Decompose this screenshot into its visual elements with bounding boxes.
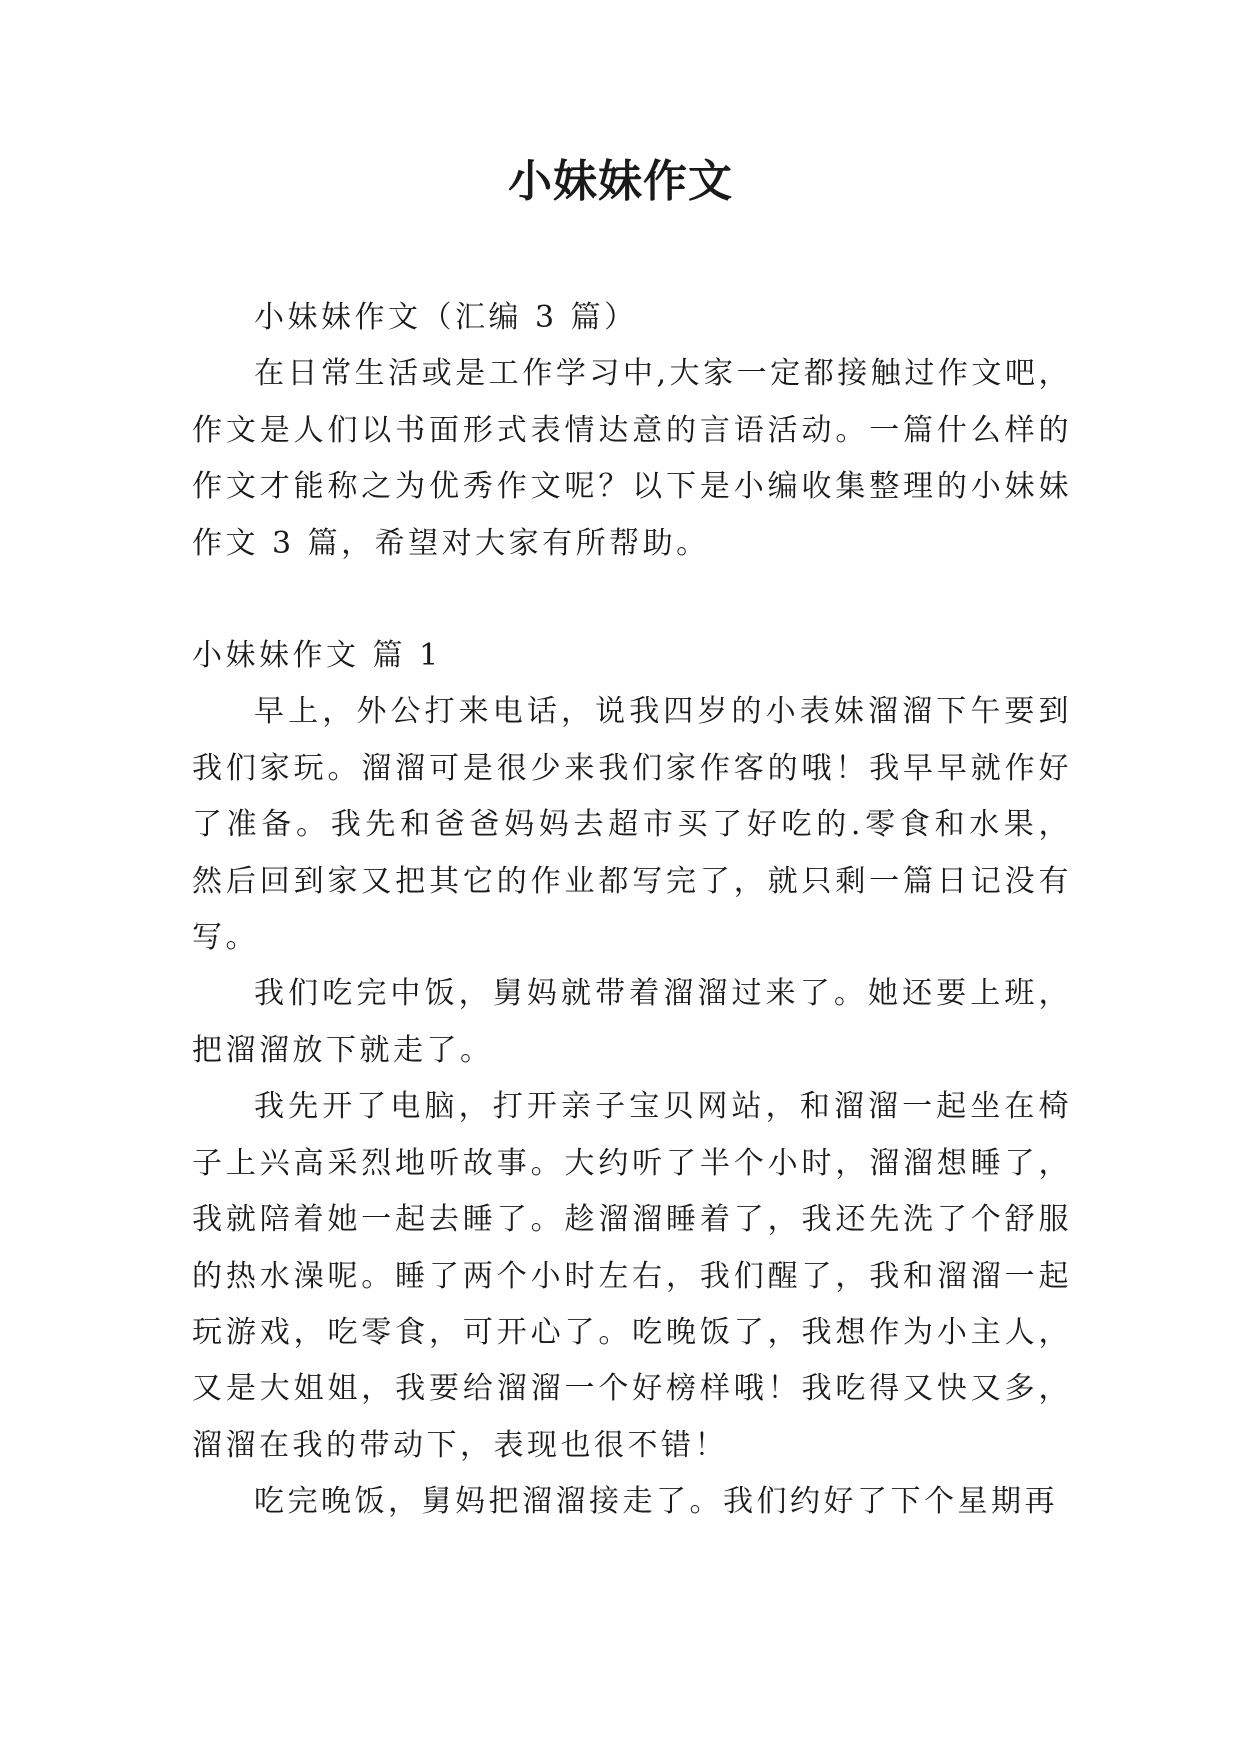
intro-paragraph: 在日常生活或是工作学习中,大家一定都接触过作文吧，作文是人们以书面形式表情达意的言语活动。一篇什么样的作文才能称之为优秀作文呢？以下是小编收集整理的小妹妹作文 3 篇，希望对大家有所帮助。 (192, 356, 1072, 561)
body-paragraph: 我先开了电脑，打开亲子宝贝网站，和溜溜一起坐在椅子上兴高采烈地听故事。大约听了半个小时，溜溜想睡了，我就陪着她一起去睡了。趁溜溜睡着了，我还先洗了个舒服的热水澡呢。睡了两个小时左右，我们醒了，我和溜溜一起玩游戏，吃零食，可开心了。吃晚饭了，我想作为小主人，又是大姐姐，我要给溜溜一个好榜样哦！我吃得又快又多，溜溜在我的带动下，表现也很不错！ (192, 1089, 1072, 1463)
body-paragraph: 吃完晚饭，舅妈把溜溜接走了。我们约好了下个星期再 (254, 1484, 1058, 1520)
document-body (192, 290, 1072, 1531)
document-subtitle: 小妹妹作文（汇编 3 篇） (254, 300, 638, 335)
section-heading: 小妹妹作文 篇 1 (192, 638, 442, 674)
body-paragraph: 我们吃完中饭，舅妈就带着溜溜过来了。她还要上班，把溜溜放下就走了。 (192, 976, 1072, 1068)
body-paragraph: 早上，外公打来电话，说我四岁的小表妹溜溜下午要到我们家玩。溜溜可是很少来我们家作客的哦！我早早就作好了准备。我先和爸爸妈妈去超市买了好吃的.零食和水果，然后回到家又把其它的作业都写完了，就只剩一篇日记没有写。 (192, 694, 1072, 956)
document-title: 小妹妹作文 (508, 156, 733, 207)
